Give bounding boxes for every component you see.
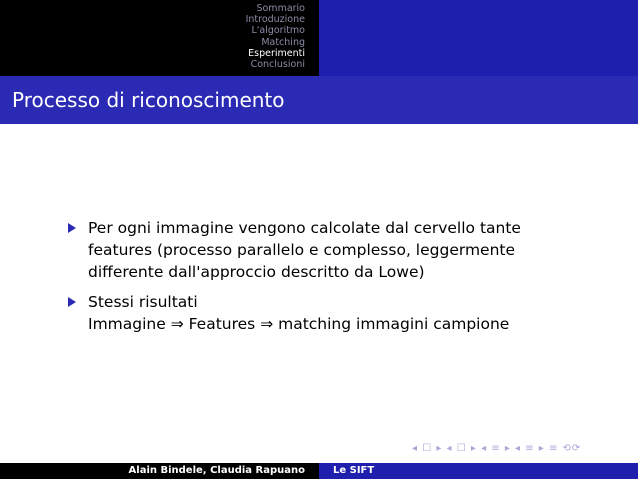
footer-bar [0, 463, 638, 479]
footer-short-title: Le SIFT [333, 465, 375, 476]
bullet-1-line-1: Per ogni immagine vengono calcolate dal cervello tante [88, 219, 521, 237]
bullet-text-1 [88, 217, 628, 283]
triangle-bullet-icon [68, 297, 76, 307]
bullet-2-line-2: Immagine ⇒ Features ⇒ matching immagini campione [88, 315, 510, 333]
slide-title: Processo di riconoscimento [12, 88, 285, 112]
header-right-panel [319, 0, 638, 76]
header-bar [0, 0, 638, 76]
triangle-bullet-icon [68, 223, 76, 233]
nav-item-esperimenti[interactable]: Esperimenti [248, 47, 305, 59]
nav-item-introduzione[interactable]: Introduzione [245, 14, 305, 26]
bullet-item-2 [68, 291, 628, 335]
nav-item-sommario[interactable]: Sommario [256, 3, 305, 14]
bullet-item-1 [68, 217, 628, 283]
footer-title-panel [319, 463, 638, 479]
bullet-1-line-3: differente dall'approccio descritto da Lowe) [88, 263, 425, 281]
frame-title-bar [0, 76, 638, 124]
footer-authors-panel [0, 463, 319, 479]
beamer-navigation-icons[interactable]: ◂ ☐ ▸ ◂ ☐ ▸ ◂ ≡ ▸ ◂ ≡ ▸ ≡ ⟲⟳ [412, 443, 582, 454]
section-nav [0, 3, 305, 70]
nav-item-algoritmo[interactable]: L'algoritmo [251, 25, 305, 37]
nav-item-conclusioni[interactable]: Conclusioni [250, 59, 305, 71]
footer-authors: Alain Bindele, Claudia Rapuano [128, 465, 305, 476]
bullet-1-line-2: features (processo parallelo e complesso, leggermente [88, 241, 516, 259]
bullet-2-line-1: Stessi risultati [88, 293, 198, 311]
nav-item-matching[interactable]: Matching [261, 36, 305, 48]
bullet-text-2 [88, 291, 628, 335]
slide-content [68, 217, 628, 343]
